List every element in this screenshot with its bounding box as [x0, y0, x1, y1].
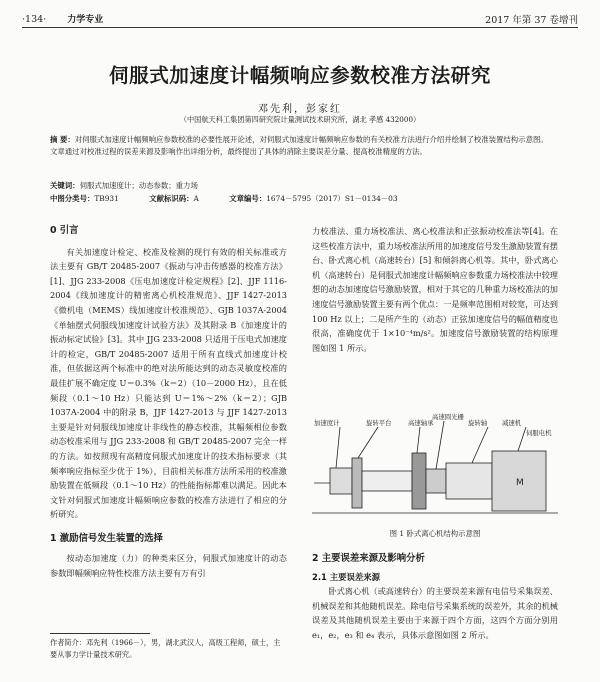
section-heading-1: 1 激励信号发生装置的选择	[50, 532, 163, 544]
keywords-text: 伺服式加速度计；动态参数；重力场	[79, 181, 198, 190]
doc-code: A	[193, 194, 199, 203]
subsection-heading-2-1: 2.1 主要误差来源	[312, 571, 381, 582]
keywords-label: 关键词：	[50, 181, 80, 190]
label-bearing: 高速轴承	[408, 419, 434, 427]
section-heading-2: 2 主要误差来源及影响分析	[312, 553, 425, 564]
abstract-text: 对伺服式加速度计幅频响应参数校准的必要性展开论述，对伺服式加速度计幅频响应参数的有关校准方法进行介绍并绘制了校准装置结构示意图。文章通过对校准过程的误差来源及影响作出详细分析，最终提出了具体的消除主要误差分量、提高校准精度的方法。	[50, 135, 548, 156]
intro-paragraph: 有关加速度计检定、校准及检测的现行有效的相关标准或方法主要有 GB/T 20485-2007《振动与冲击传感器的校准方法》[1]、JJG 233-2008《压电加速度计检定规程》[2]、JJF 1116-2004《线加速度计的精密离心机校准规范》、JJF 1427-2013《微机电（MEMS）线加速度计校准规范》、GJB 1037A-2004《单轴摆式伺服线加速度计试验方法》及其附录 B《加速度计的振动标定试验》[3]。其中 JJG 233-2008 只适用于压电式加速度计的检定，GB/T 20485-2007 适用于所有直线式加速度计校准，但依据这两个标准中的绝对法所能达到的动态灵敏度校准的最佳扩展不确定度 U＝0.3%（k＝2）（10－2000 Hz），且在低频段（0.1～10 Hz）只能达到 U＝1%～2%（k＝2）；GJB 1037A-2004 中的附录 B，JJF 1427-2013 与 JJF 1427-2013 主要是针对伺服线加速度计非线性的静态校准，其幅频相位参数动态校准采用与 JJG 233-2008 和 GB/T 20485-2007 完全一样的方法。如按照现有高精度伺服式加速度计的技术指标要求（其频率响应指标至少优于 1%），目前相关标准方法所采用的校准激励装置在低频段（0.1～10 Hz）的性能指标都难以满足。因此本文针对伺服式加速度计幅频响应参数的校准方法进行了相应的分析研究。	[50, 246, 287, 520]
page-number: ·134·	[22, 14, 47, 25]
label-shaft: 旋转轴	[468, 419, 488, 427]
label-reducer: 减速机	[502, 419, 522, 427]
authors: 邓先利，彭家红	[258, 104, 342, 115]
section-heading-intro: 0 引言	[50, 225, 79, 236]
label-accelerometer: 加速度计	[314, 419, 340, 427]
clc-code: TB931	[94, 194, 119, 203]
right-column-bottom	[312, 552, 558, 643]
abstract-label: 摘 要：	[50, 135, 75, 144]
affiliation: （中国航天科工集团第四研究院计量测试技术研究所，湖北 孝感 432000）	[179, 115, 421, 124]
journal-issue: 2017 年第 37 卷增刊	[485, 15, 578, 26]
header-rule	[22, 27, 578, 28]
article-title: 伺服式加速度计幅频响应参数校准方法研究	[109, 64, 491, 87]
label-m: M	[516, 478, 524, 488]
section1-paragraph: 按动态加速度（力）的种类来区分，伺服式加速度计的动态参数即幅频响应特性校准方法主要有万有引	[50, 553, 287, 579]
label-rotary-table: 旋转平台	[366, 419, 392, 427]
section-name: 力学专业	[67, 15, 104, 25]
label-motor: 伺服电机	[526, 429, 552, 437]
article-number: 1674－5795（2017）S1－0134－03	[266, 194, 398, 203]
right-paragraph-1: 力校准法、重力场校准法、离心校准法和正弦振动校准法等[4]。在这些校准方法中，重力场校准法所用的加速度信号发生激励装置有摆台、卧式离心机（高速转台）[5] 和倾斜离心机等。其中，卧式离心机（高速转台）是伺服式加速度计幅频响应参数重力场校准法中较理想的动态加速度信号激励装置，相对于其它的几种重力场校准法的加速度信号激励装置主要有两个优点：一是频率范围相对较宽，可达到 100 Hz 以上；二是所产生的（动态）正弦加速度信号的幅值精度也很高，准确度优于 1×10⁻⁴m/s²。加速度信号激励装置的结构原理图如图 1 所示。	[312, 226, 558, 353]
running-header	[22, 12, 578, 28]
doc-code-label: 文献标识码：	[149, 194, 194, 203]
right-column-top	[312, 224, 558, 355]
abstract	[50, 134, 550, 157]
centrifuge-diagram	[312, 413, 558, 525]
label-grating: 高速圆光栅	[432, 413, 464, 421]
clc-label: 中图分类号：	[50, 194, 95, 203]
article-number-label: 文章编号：	[229, 194, 267, 203]
footnote-rule	[50, 633, 150, 634]
figure-caption: 图 1 卧式离心机结构示意图	[389, 529, 481, 538]
classification-line	[50, 193, 570, 204]
author-footnote: 作者简介：邓先利（1966－），男，湖北武汉人，高级工程师，硕士，主要从事力学计量技术研究。	[50, 638, 281, 659]
right-paragraph-2: 卧式离心机（或高速转台）的主要误差来源有电信号采集误差、机械误差和其他随机误差。除电信号采集系统的误差外，其余的机械误差及其他随机误差主要由于来源于四个方面，这四个方面分别用 e₁，e₂，e₃ 和 e₄ 表示，具体示意图如图 2 所示。	[312, 586, 558, 640]
keywords	[50, 180, 550, 191]
left-column	[50, 224, 287, 581]
